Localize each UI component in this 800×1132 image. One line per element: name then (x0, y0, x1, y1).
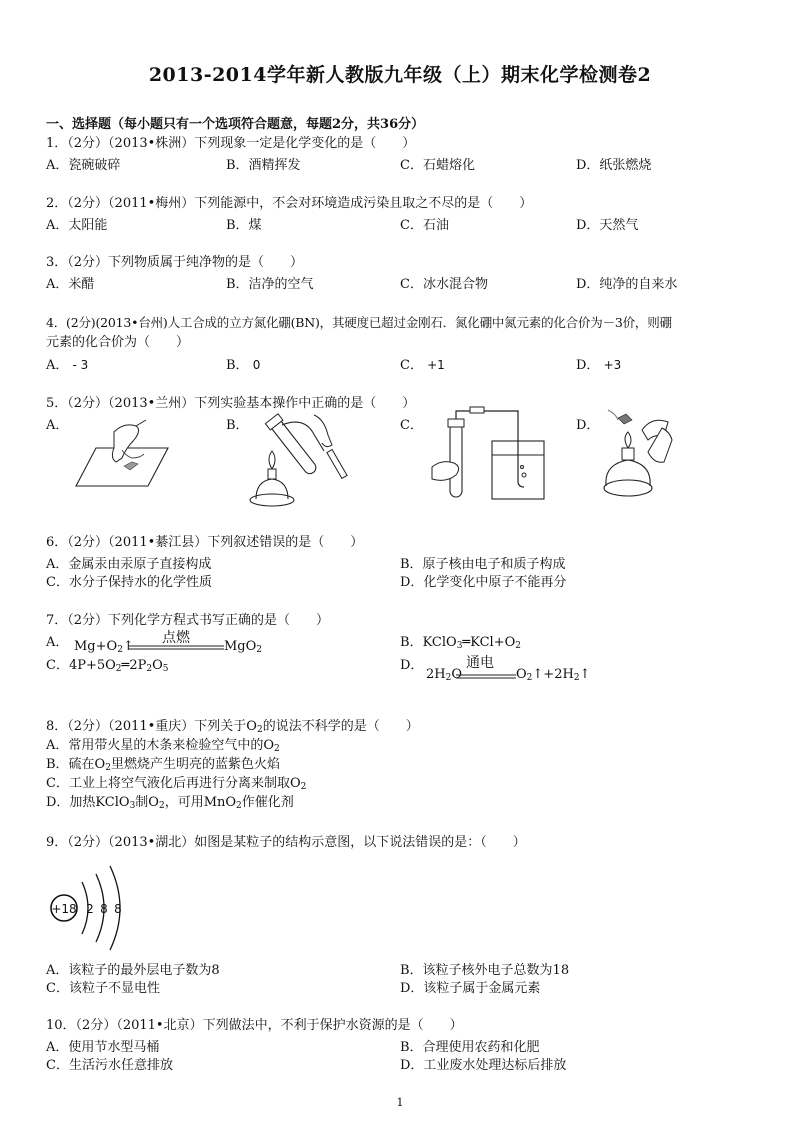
question-9-options-row1 (46, 959, 760, 978)
question-6-stem: 6．（2分）（2011•綦江县）下列叙述错误的是（ ） (46, 535, 364, 550)
question-1-stem: 1．（2分）（2013•株洲）下列现象一定是化学变化的是（ ） (46, 136, 416, 151)
q4-label-d: D． (576, 358, 600, 373)
q5-figure-a-smelling (72, 410, 172, 490)
q4-label-b: B． (226, 358, 249, 373)
q9-option-c[interactable]: C．该粒子不显电性 (46, 981, 160, 996)
question-7-stem: 7．（2分）下列化学方程式书写正确的是（ ） (46, 613, 330, 628)
q7-label-b: B． (400, 635, 423, 650)
q9-nucleus-label: +18 (51, 902, 77, 916)
question-9-options-row2 (46, 977, 760, 996)
q2-option-a[interactable]: A．太阳能 (46, 218, 108, 233)
q4-value-d: +3 (603, 358, 622, 372)
q9-shell-3: 8 (114, 902, 122, 916)
question-7-options-row1 (46, 630, 760, 655)
q5-option-c[interactable]: C． (400, 418, 423, 433)
question-3-options (46, 273, 760, 292)
q7-option-d[interactable] (400, 654, 423, 673)
q3-option-b[interactable]: B．洁净的空气 (226, 277, 314, 292)
question-2-options (46, 214, 760, 233)
q7-a-condition: 点燃 (162, 630, 190, 646)
q7-a-equals-line (128, 644, 224, 652)
q10-option-d[interactable]: D．工业废水处理达标后排放 (400, 1058, 567, 1073)
q2-option-b[interactable]: B．煤 (226, 218, 262, 233)
q7-d-equals-line (456, 673, 516, 681)
q4-option-a[interactable] (46, 354, 88, 373)
q5-figure-c-gas-collection (430, 405, 550, 505)
question-10-options-row1 (46, 1036, 760, 1055)
q10-option-b[interactable]: B．合理使用农药和化肥 (400, 1040, 540, 1055)
q7-option-c[interactable]: C．$4P+5O_2═2P_2O_5$ (46, 658, 169, 674)
q3-option-d[interactable]: D．纯净的自来水 (576, 277, 678, 292)
q7-d-formula: $2H_2O$ (426, 667, 463, 683)
q1-option-a[interactable]: A．瓷碗破碎 (46, 158, 121, 173)
q9-shell-2: 8 (100, 902, 108, 916)
q4-value-b: 0 (252, 358, 261, 372)
q7-d-products: $O_2↑+2H_2↑$ (516, 667, 591, 683)
q9-option-b[interactable]: B．该粒子核外电子总数为18 (400, 963, 570, 978)
q4-option-d[interactable] (576, 354, 621, 373)
question-6-options-row2 (46, 571, 760, 590)
q1-option-b[interactable]: B．酒精挥发 (226, 158, 301, 173)
q4-value-c: +1 (427, 358, 445, 372)
question-4-stem-line1: 4．(2分)(2013•台州)人工合成的立方氮化硼(BN)，其硬度已超过金刚石．氮化硼中氮元素的化合价为－3价，则硼 (46, 315, 672, 330)
q8-option-a[interactable]: A．常用带火星的木条来检验空气中的$O_2$ (46, 738, 280, 754)
q2-option-d[interactable]: D．天然气 (576, 218, 639, 233)
q4-option-c[interactable] (400, 354, 445, 373)
question-9-stem: 9．（2分）（2013•湖北）如图是某粒子的结构示意图，以下说法错误的是：（ ） (46, 835, 526, 850)
q9-option-a[interactable]: A．该粒子的最外层电子数为8 (46, 963, 220, 978)
q7-label-d: D． (400, 658, 424, 673)
q7-d-condition: 通电 (466, 655, 494, 671)
q5-option-d[interactable]: D． (576, 418, 600, 433)
q5-option-a[interactable]: A． (46, 418, 69, 433)
q1-option-c[interactable]: C．石蜡熔化 (400, 158, 475, 173)
q7-option-a[interactable] (46, 631, 68, 650)
q8-option-d[interactable]: D．加热KClO$_3$制$O_2$，可用MnO$_2$作催化剂 (46, 795, 294, 811)
q7-a-formula-right: MgO$_2$ (224, 639, 263, 655)
question-4-options (46, 354, 760, 373)
question-10-stem: 10．（2分）（2011•北京）下列做法中，不利于保护水资源的是（ ） (46, 1018, 463, 1033)
q4-label-c: C． (400, 358, 423, 373)
q9-option-d[interactable]: D．该粒子属于金属元素 (400, 981, 541, 996)
page-title: 2013-2014学年新人教版九年级（上）期末化学检测卷2 (148, 64, 652, 86)
question-5-stem: 5．（2分）（2013•兰州）下列实验基本操作中正确的是（ ） (46, 396, 416, 411)
q5-figure-d-alcohol-lamp (598, 408, 678, 500)
q5-option-b[interactable]: B． (226, 418, 249, 433)
q2-option-c[interactable]: C．石油 (400, 218, 449, 233)
q7-a-formula-left: $Mg+O_2↑$ (74, 639, 134, 655)
question-7-options-row2 (46, 654, 760, 683)
q10-option-c[interactable]: C．生活污水任意排放 (46, 1058, 173, 1073)
q5-figure-b-heating-test-tube (242, 405, 352, 510)
q8-option-b[interactable]: B．硫在$O_2$里燃烧产生明亮的蓝紫色火焰 (46, 757, 280, 773)
q10-option-a[interactable]: A．使用节水型马桶 (46, 1040, 160, 1055)
q7-option-b[interactable]: B．$KClO_3═KCl+O_2$ (400, 635, 522, 651)
q4-value-a: - 3 (72, 358, 89, 372)
q3-option-a[interactable]: A．米醋 (46, 277, 95, 292)
question-10-options-row2 (46, 1054, 760, 1073)
q9-shell-1: 2 (86, 902, 94, 916)
q4-label-a: A． (46, 358, 69, 373)
q9-atomic-structure-diagram (46, 862, 136, 958)
q6-option-a[interactable]: A．金属汞由汞原子直接构成 (46, 557, 212, 572)
q7-label-a: A． (46, 635, 69, 650)
q4-option-b[interactable] (226, 354, 260, 373)
page-number: 1 (396, 1096, 404, 1109)
question-4-stem-line2: 元素的化合价为（ ） (46, 335, 190, 350)
question-8-stem: 8．（2分）（2011•重庆）下列关于$O_2$的说法不科学的是（ ） (46, 719, 419, 735)
question-6-options-row1 (46, 553, 760, 572)
q6-option-d[interactable]: D．化学变化中原子不能再分 (400, 575, 567, 590)
q1-option-d[interactable]: D．纸张燃烧 (576, 158, 652, 173)
question-2-stem: 2．（2分）（2011•梅州）下列能源中，不会对环境造成污染且取之不尽的是（ ） (46, 196, 533, 211)
question-1-options (46, 154, 760, 173)
question-3-stem: 3．（2分）下列物质属于纯净物的是（ ） (46, 255, 304, 270)
q3-option-c[interactable]: C．冰水混合物 (400, 277, 488, 292)
q6-option-b[interactable]: B．原子核由电子和质子构成 (400, 557, 566, 572)
q6-option-c[interactable]: C．水分子保持水的化学性质 (46, 575, 212, 590)
q7-label-c: C． (46, 658, 69, 673)
q8-option-c[interactable]: C．工业上将空气液化后再进行分离来制取$O_2$ (46, 776, 307, 792)
section-heading: 一、选择题（每小题只有一个选项符合题意，每题2分，共36分） (46, 117, 425, 132)
